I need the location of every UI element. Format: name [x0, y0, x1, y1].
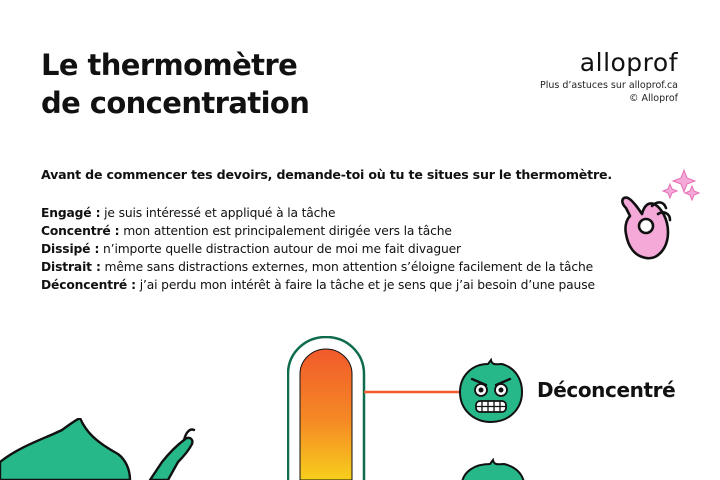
mascot-body [0, 418, 130, 480]
hand-icon [622, 198, 670, 259]
definition-term: Distrait : [41, 260, 101, 274]
title-line-1: Le thermomètre [41, 48, 298, 82]
definition-term: Engagé : [41, 206, 101, 220]
sparkle-icon [663, 170, 699, 200]
definition-text: mon attention est principalement dirigée vers la tâche [119, 224, 452, 238]
worried-face-icon [458, 358, 524, 424]
mascot-arm [150, 438, 192, 480]
definition-text: même sans distractions externes, mon attention s’éloigne facilement de la tâche [100, 260, 594, 274]
definitions-list [41, 204, 595, 294]
definition-term: Concentré : [41, 224, 120, 238]
definition-dissipe [41, 240, 595, 258]
thermometer-label-deconcentre: Déconcentré [537, 378, 676, 402]
brand-copyright: © Alloprof [629, 92, 678, 104]
definition-term: Déconcentré : [41, 278, 136, 292]
definition-engage [41, 204, 595, 222]
definition-text: je suis intéressé et appliqué à la tâche [100, 206, 336, 220]
waving-mascot-icon [0, 418, 220, 480]
title-line-2: de concentration [41, 86, 310, 120]
definition-text: n’importe quelle distraction autour de moi me fait divaguer [99, 242, 461, 256]
alloprof-logo[interactable]: alloprof [579, 48, 678, 77]
page-title [41, 46, 309, 122]
definition-text: j’ai perdu mon intérêt à faire la tâche et je sens que j’ai besoin d’une pause [135, 278, 595, 292]
intro-text: Avant de commencer tes devoirs, demande-toi où tu te situes sur le thermomètre. [41, 167, 612, 182]
brand-tagline[interactable]: Plus d’astuces sur alloprof.ca [539, 80, 678, 91]
brand-block [540, 50, 678, 105]
ok-hand-sparkle-icon [608, 168, 708, 268]
thermometer [287, 336, 369, 480]
definition-deconcentre [41, 276, 595, 294]
definition-concentre [41, 222, 595, 240]
face-icon [460, 458, 526, 480]
definition-distrait [41, 258, 595, 276]
thermometer-fill [300, 349, 352, 480]
definition-term: Dissipé : [41, 242, 100, 256]
